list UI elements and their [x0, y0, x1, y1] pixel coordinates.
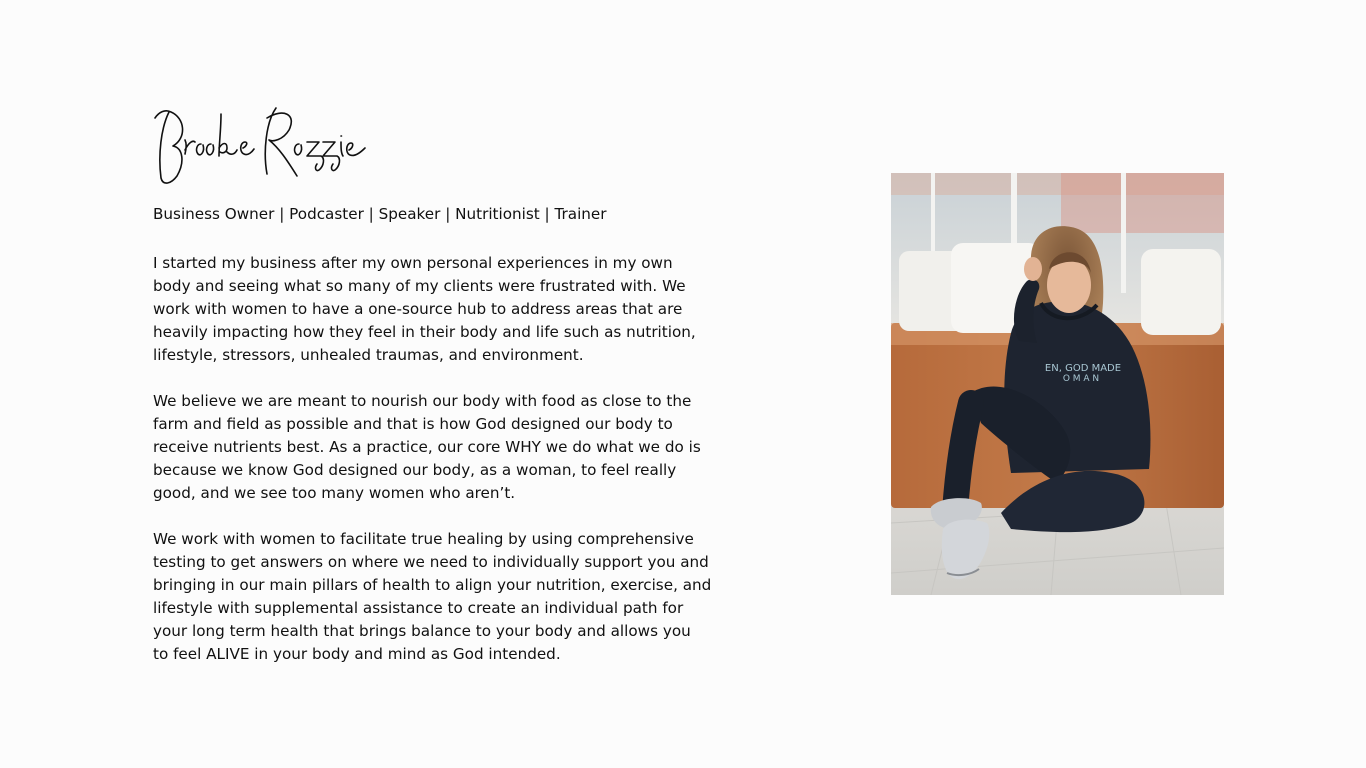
- bio-paragraph-1: I started my business after my own personal experiences in my own body and seeing what so many of my clients were frustrated with. We work with women to have a one-source hub to address areas that are heavily impacting how they feel in their body and life such as nutrition, lifestyle, stressors, unhealed traumas, and environment.: [153, 254, 696, 364]
- signature-logo: [151, 100, 381, 188]
- bio-section: [153, 100, 743, 663]
- hoodie-text-line-1: EN, GOD MADE: [1044, 363, 1122, 374]
- hoodie-text-line-2: O M A N: [1062, 374, 1100, 384]
- bio-paragraph-2: We believe we are meant to nourish our body with food as close to the farm and field as possible and that is how God designed our body to receive nutrients best. As a practice, our core WHY we do what we do is because we know God designed our body, as a woman, to feel really good, and we see too many women who aren’t.: [153, 392, 701, 502]
- profile-name: [153, 188, 154, 189]
- profile-photo: [891, 173, 1224, 595]
- portrait-illustration: [891, 173, 1224, 595]
- bio-paragraph-3: We work with women to facilitate true healing by using comprehensive testing to get answers on where we need to individually support you and bringing in our main pillars of health to align your nutrition, exercise, and lifestyle with supplemental assistance to create an individual path for your long term health that brings balance to your body and allows you to feel ALIVE in your body and mind as God intended.: [153, 530, 712, 663]
- tagline: Business Owner | Podcaster | Speaker | Nutritionist | Trainer: [153, 205, 607, 223]
